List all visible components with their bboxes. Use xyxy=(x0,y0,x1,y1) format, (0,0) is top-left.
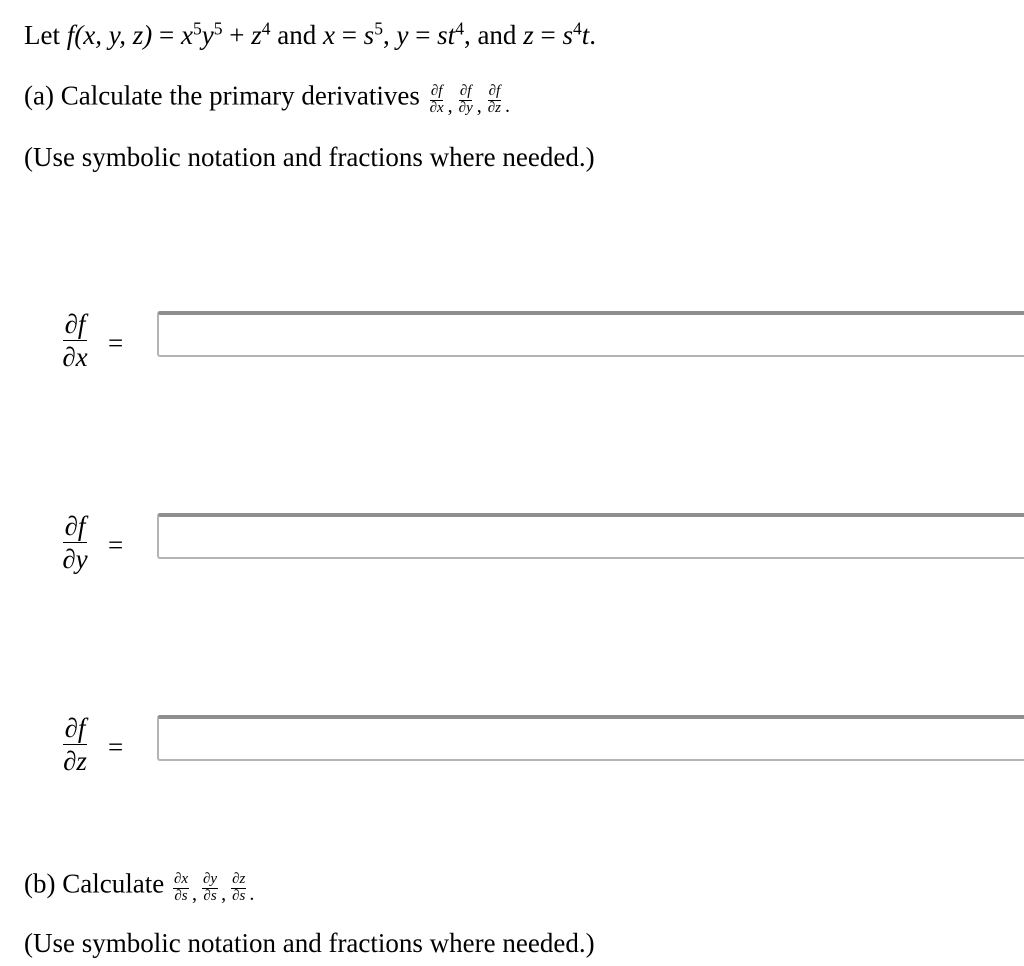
part-a-prompt: (a) Calculate the primary derivatives $\frac{\partial f}{\partial x}$ $_,$ $\frac{\partial f}{\partial y}$ $_,$ $\frac{\partial f}{\partial z}$ $_.$ xyxy=(24,80,510,118)
label-df-dx: $\frac{\partial f}{\partial x}$ xyxy=(62,309,88,373)
answer-input-df-dy[interactable] xyxy=(157,513,1024,559)
fraction-dy-ds: $\frac{\partial y}{\partial s}$ xyxy=(203,871,218,904)
label-df-dz: $\frac{\partial f}{\partial z}$ xyxy=(63,713,87,777)
fraction-dz-ds: $\frac{\partial z}{\partial s}$ xyxy=(232,871,246,904)
answer-input-df-dz[interactable] xyxy=(157,715,1024,761)
equals-sign: = xyxy=(108,530,124,560)
function-name: f(x, y, z) xyxy=(66,20,153,50)
answer-input-df-dx[interactable] xyxy=(157,311,1024,357)
fraction-dx-ds: $\frac{\partial x}{\partial s}$ xyxy=(173,871,189,904)
fraction-df-dz: $\frac{\partial f}{\partial z}$ xyxy=(487,83,501,116)
part-b-instruction: (Use symbolic notation and fractions where needed.) xyxy=(24,928,595,958)
part-a-instruction: (Use symbolic notation and fractions where needed.) xyxy=(24,142,595,172)
part-b-prompt: (b) Calculate $\frac{\partial x}{\partial s}$ $_,$ $\frac{\partial y}{\partial s}$ $_,$ $\frac{\partial z}{\partial s}$ $_.$ xyxy=(24,868,255,906)
label-df-dy: $\frac{\partial f}{\partial y}$ xyxy=(62,511,88,575)
problem-statement: Let f(x, y, $z) = x^5y^5 + z^4$ and $x = s^5$, $y = st^4$, and $z = s^4t$. xyxy=(24,18,596,50)
equals-sign: = xyxy=(108,732,124,762)
fraction-df-dx: $\frac{\partial f}{\partial x}$ xyxy=(429,83,444,116)
fraction-df-dy: $\frac{\partial f}{\partial y}$ xyxy=(458,83,473,116)
equals-sign: = xyxy=(108,328,124,358)
answer-row-dz xyxy=(0,714,1024,794)
answer-row-dy xyxy=(0,512,1024,592)
answer-row-dx xyxy=(0,310,1024,390)
